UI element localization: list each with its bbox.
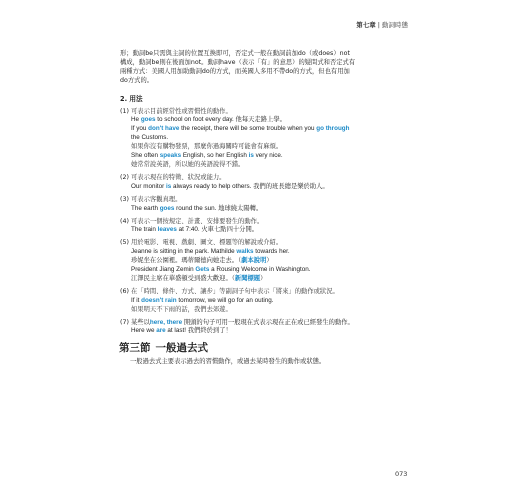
explanation-line: 她常常說英語，所以她的英語說得不錯。: [131, 160, 245, 168]
example-line: [131, 257, 406, 266]
highlighted-word: doesn't rain: [141, 296, 177, 304]
text-run: She often: [131, 152, 160, 160]
section-title: 一般過去式: [155, 342, 208, 355]
text-run: 珍妮坐在公園裡。瑪蒂爾德向她走去。（: [131, 257, 242, 265]
text-run: the Customs.: [131, 134, 169, 142]
section-heading-usage: 2. 用法: [120, 94, 143, 103]
text-run: Jeanne is sitting in the park. Mathilde: [131, 248, 237, 256]
explanation-line: 可表示客觀真理。: [131, 195, 182, 203]
highlighted-word: here, there: [149, 318, 183, 326]
example-line: [131, 248, 406, 257]
highlighted-word: speaks: [159, 152, 182, 160]
usage-item: [120, 239, 406, 284]
text-run: If you: [131, 125, 149, 133]
text-run: The earth: [131, 204, 160, 212]
explanation-line: 如果你沒有購物發票，那麼你過海關時可能會有麻煩。: [131, 143, 283, 151]
explanation-line: 用於電影、電視、戲劇、圖文、標題等的解說或介紹。: [131, 239, 283, 247]
explanation-line: 如果明天不下雨的話，我們去郊遊。: [131, 305, 232, 313]
example-line: [131, 275, 406, 284]
item-number: (3): [120, 195, 129, 203]
section-number: 第三節: [119, 342, 151, 355]
usage-item: [120, 174, 406, 192]
highlighted-word: 劇本說明: [241, 257, 267, 265]
explanation-line: 可表示現在的特徵、狀況或能力。: [131, 173, 226, 181]
section-body: 一般過去式主要表示過去的習慣動作，或過去某時發生的動作或狀態。: [130, 358, 326, 366]
chapter-label: 第七章: [356, 21, 376, 29]
usage-item: [120, 108, 406, 170]
item-number: (1): [120, 107, 129, 115]
text-run: The train: [131, 226, 158, 234]
text-run: He: [131, 116, 141, 124]
highlighted-word: goes: [159, 204, 175, 212]
text-run: the receipt, there will be some trouble when you: [179, 125, 317, 133]
example-line: [131, 125, 406, 134]
highlighted-word: 新聞標題: [234, 274, 261, 282]
page-number: 073: [395, 470, 408, 478]
text-run: at 7:40. 火車七點四十分開。: [176, 226, 259, 234]
highlighted-word: go through: [316, 125, 350, 133]
text-run: towards her.: [253, 248, 290, 256]
item-number: (4): [120, 217, 129, 225]
usage-item: [120, 218, 406, 236]
highlighted-word: don't have: [148, 125, 180, 133]
highlighted-word: is: [248, 152, 254, 160]
chapter-title: 動詞時態: [382, 21, 408, 29]
usage-item: [120, 196, 406, 214]
usage-item: [120, 288, 406, 315]
usage-item: [120, 319, 406, 337]
explanation-line: 可表示目前經常性或習慣性的動作。: [131, 107, 232, 115]
header-separator: |: [377, 21, 380, 29]
text-run: 江澤民主席在華盛頓受到盛大歡迎。（: [131, 274, 235, 282]
page-content: [120, 50, 406, 367]
example-line: [131, 297, 406, 306]
highlighted-word: are: [156, 327, 166, 335]
highlighted-word: walks: [236, 248, 254, 256]
text-run: at last! 我們終於到了！: [165, 327, 232, 335]
text-run: a Rousing Welcome in Washington.: [209, 266, 311, 274]
highlighted-word: Gets: [195, 266, 210, 274]
example-line: [131, 116, 406, 125]
text-run: If it: [131, 296, 142, 304]
text-run: Our monitor: [131, 182, 166, 190]
text-run: very nice.: [253, 152, 283, 160]
text-run: tomorrow, we will go for an outing.: [176, 296, 274, 304]
item-number: (2): [120, 173, 129, 181]
example-line: [131, 205, 406, 214]
text-run: to school on foot every day. 他每天走路上學。: [155, 116, 286, 124]
text-run: 開頭的句子可用一般現在式表示現在正在或已經發生的動作。: [182, 318, 354, 326]
example-line: [131, 183, 406, 192]
example-line: [131, 226, 406, 235]
item-number: (7): [120, 318, 129, 326]
section-heading-past-tense: [119, 342, 406, 355]
text-run: ）: [260, 274, 267, 282]
example-line: [131, 134, 406, 143]
usage-list: [120, 108, 406, 337]
text-run: Here we: [131, 327, 157, 335]
running-head: [356, 20, 408, 29]
explanation-line: 可表示一個按規定、計畫、安排要發生的動作。: [131, 217, 264, 225]
item-number: (6): [120, 287, 129, 295]
intro-line: do方式的。: [120, 76, 154, 84]
intro-line: 兩種方式：美國人用加助動詞do的方式，而英國人多用不帶do的方式，但也有用加: [120, 67, 350, 75]
text-run: always ready to help others. 我們的班長總是樂於助人。: [171, 182, 329, 190]
highlighted-word: is: [166, 182, 172, 190]
explanation-line: 在「時間、條件、方式、讓步」等副詞子句中表示「將來」的動作或狀況。: [131, 287, 339, 295]
intro-paragraph: [120, 50, 406, 86]
text-run: 某些以: [131, 318, 150, 326]
example-line: [131, 327, 406, 336]
highlighted-word: goes: [140, 116, 156, 124]
text-run: round the sun. 地球繞太陽轉。: [174, 204, 263, 212]
text-run: ）: [266, 257, 273, 265]
highlighted-word: leaves: [157, 226, 177, 234]
text-run: President Jiang Zemin: [131, 266, 196, 274]
text-run: English, so her English: [181, 152, 249, 160]
intro-line: 構成，動詞be則在後面加not。動詞have（表示「有」的意思）的疑問式和否定式有: [120, 58, 356, 66]
example-line: [131, 266, 406, 275]
intro-line: 形；動詞be只需與主詞的位置互換即可，否定式一般在動詞前加do（或does）not: [120, 50, 350, 57]
example-line: [131, 152, 406, 161]
item-number: (5): [120, 239, 129, 247]
